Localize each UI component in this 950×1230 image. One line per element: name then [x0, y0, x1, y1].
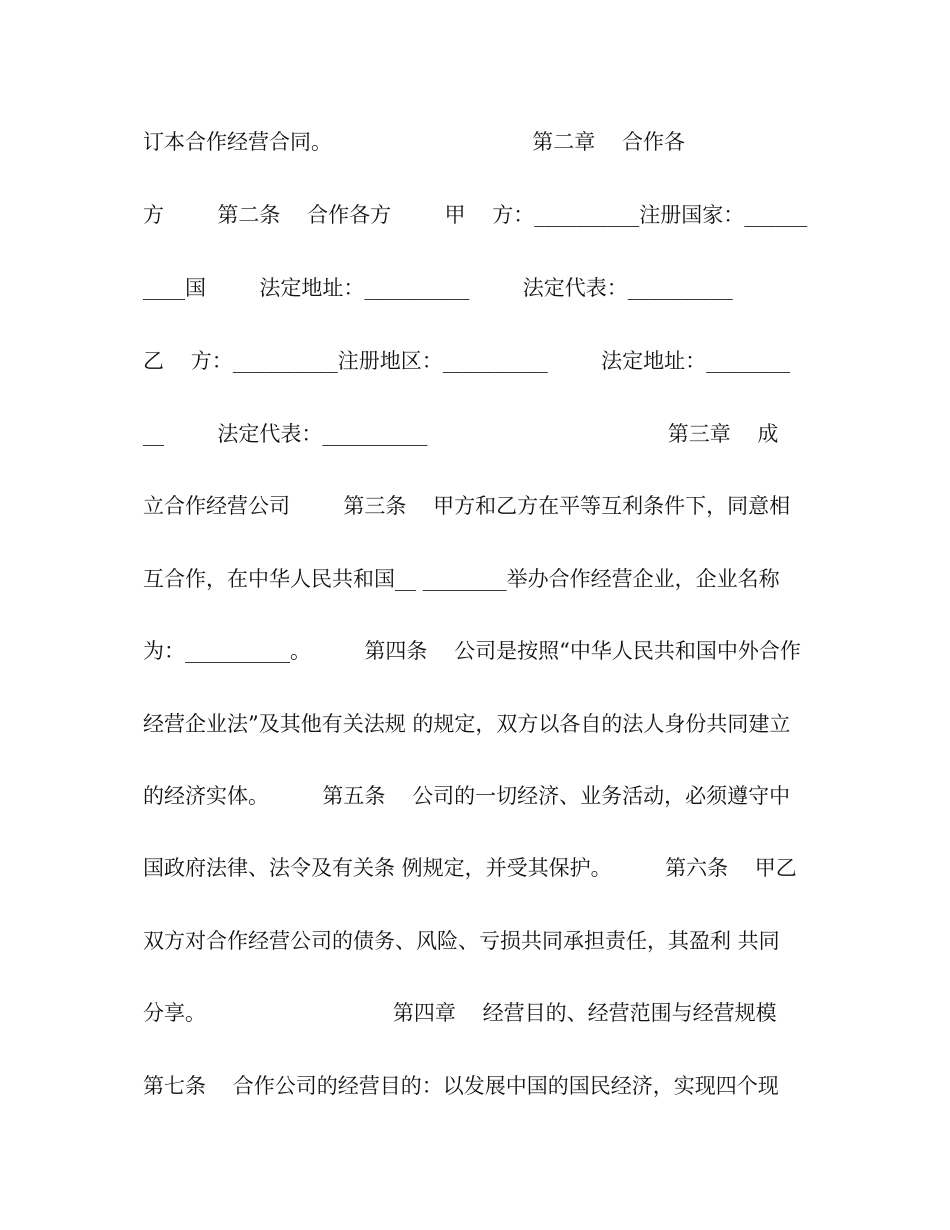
body-text-line: 乙 方：__________注册地区：__________ 法定地址：________ — [143, 349, 791, 373]
body-text-line: 订本合作经营合同。 第二章 合作各 — [143, 130, 685, 154]
body-text-line: 互合作，在中华人民共和国__ ________举办合作经营企业，企业名称 — [143, 567, 780, 591]
body-text-line: 为：__________。 第四条 公司是按照“中华人民共和国中外合作 — [143, 639, 801, 663]
body-text-line: __ 法定代表：__________ 第三章 成 — [143, 422, 779, 446]
body-text-line: 经营企业法”及其他有关法规 的规定，双方以各自的法人身份共同建立 — [143, 712, 791, 736]
body-text-line: 双方对合作经营公司的债务、风险、亏损共同承担责任，其盈利 共同 — [143, 929, 780, 953]
body-text-line: 立合作经营公司 第三条 甲方和乙方在平等互利条件下，同意相 — [143, 494, 791, 518]
body-text-line: 的经济实体。 第五条 公司的一切经济、业务活动，必须遵守中 — [143, 784, 791, 808]
body-text-line: 第七条 合作公司的经营目的：以发展中国的国民经济，实现四个现 — [143, 1074, 779, 1098]
body-text-line: ____国 法定地址：__________ 法定代表：__________ — [143, 276, 733, 300]
body-text-line: 方 第二条 合作各方 甲 方：__________注册国家：______ — [143, 203, 808, 227]
body-text-line: 分享。 第四章 经营目的、经营范围与经营规模 — [143, 1001, 777, 1025]
body-text-line: 国政府法律、法令及有关条 例规定，并受其保护。 第六条 甲乙 — [143, 856, 797, 880]
